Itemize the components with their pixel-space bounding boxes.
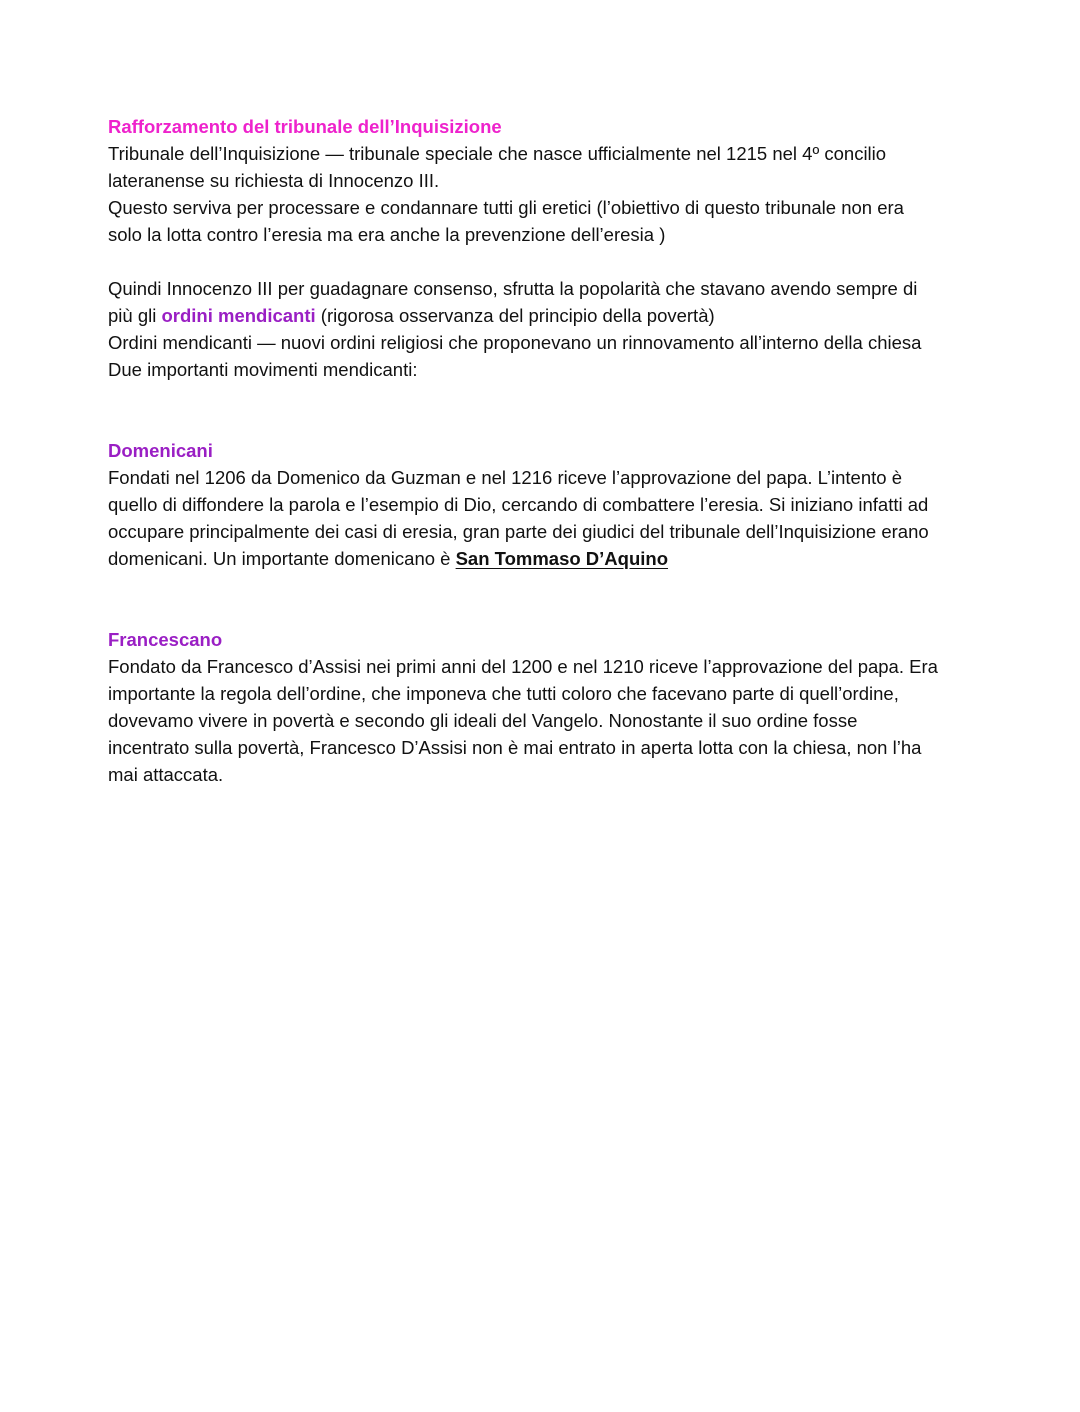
paragraph-line: quello di diffondere la parola e l’esempio di Dio, cercando di combattere l’eresia. Si iniziano infatti ad: [108, 494, 929, 515]
paragraph-line: Fondati nel 1206 da Domenico da Guzman e nel 1216 riceve l’approvazione del papa. L’intento è: [108, 467, 902, 488]
paragraph-spacer: [108, 383, 988, 437]
paragraph-line: importante la regola dell’ordine, che imponeva che tutti coloro che facevano parte di quell’ordine,: [108, 683, 899, 704]
document-body: [108, 113, 988, 788]
paragraph-line: solo la lotta contro l’eresia ma era anche la prevenzione dell’eresia ): [108, 224, 666, 245]
paragraph-spacer: [108, 572, 988, 626]
text-fragment: domenicani. Un importante domenicano è: [108, 548, 456, 569]
text-fragment: più gli: [108, 305, 162, 326]
highlight-ordini-mendicanti: ordini mendicanti: [161, 305, 316, 326]
paragraph-line: Questo serviva per processare e condannare tutti gli eretici (l’obiettivo di questo tribunale non era: [108, 197, 904, 218]
paragraph-line: Due importanti movimenti mendicanti:: [108, 359, 418, 380]
paragraph-line: Ordini mendicanti — nuovi ordini religiosi che proponevano un rinnovamento all’interno della chiesa: [108, 332, 922, 353]
paragraph-line: lateranense su richiesta di Innocenzo III.: [108, 170, 440, 191]
section-heading-domenicani: Domenicani: [108, 440, 213, 461]
text-fragment: (rigorosa osservanza del principio della povertà): [315, 305, 715, 326]
paragraph-line: occupare principalmente dei casi di eresia, gran parte dei giudici del tribunale dell’Inquisizione erano: [108, 521, 929, 542]
paragraph-line: dovevamo vivere in povertà e secondo gli ideali del Vangelo. Nonostante il suo ordine fosse: [108, 710, 858, 731]
paragraph-line: Fondato da Francesco d’Assisi nei primi anni del 1200 e nel 1210 riceve l’approvazione del papa. Era: [108, 656, 938, 677]
paragraph-line-aquino: [108, 545, 988, 572]
paragraph-line: Quindi Innocenzo III per guadagnare consenso, sfrutta la popolarità che stavano avendo sempre di: [108, 278, 918, 299]
section-heading-francescano: Francescano: [108, 629, 223, 650]
paragraph-line-mendicanti: [108, 302, 988, 329]
paragraph-line: Tribunale dell’Inquisizione — tribunale speciale che nasce ufficialmente nel 1215 nel 4º concilio: [108, 143, 887, 164]
section-heading-inquisizione: Rafforzamento del tribunale dell’Inquisizione: [108, 116, 502, 137]
paragraph-spacer: [108, 248, 988, 275]
paragraph-line: incentrato sulla povertà, Francesco D’Assisi non è mai entrato in aperta lotta con la chiesa, non l’ha: [108, 737, 922, 758]
paragraph-line: mai attaccata.: [108, 764, 224, 785]
highlight-san-tommaso: San Tommaso D’Aquino: [455, 548, 669, 569]
